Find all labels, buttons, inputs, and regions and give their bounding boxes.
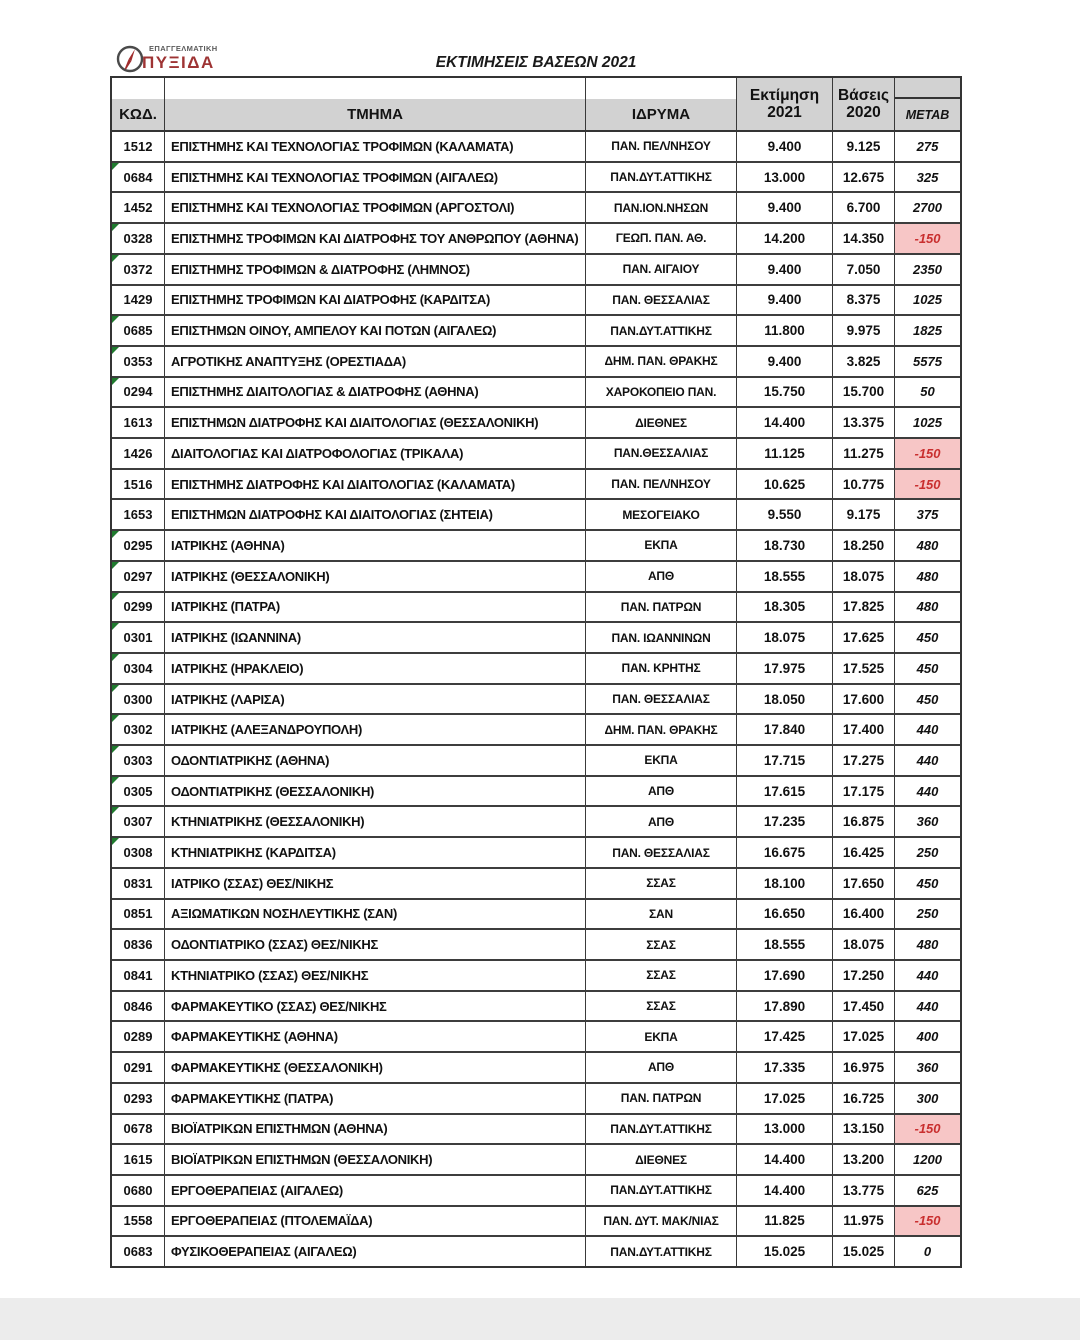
code-cell: 0291: [112, 1053, 165, 1082]
estimate-2021-cell: 10.625: [737, 470, 833, 499]
institution-cell: ΠΑΝ. ΠΕΛ/ΝΗΣΟΥ: [586, 470, 737, 499]
estimates-table: [110, 76, 962, 1268]
code-cell: 0846: [112, 992, 165, 1021]
header-bases-label: Βάσεις: [837, 86, 890, 104]
institution-cell: ΠΑΝ. ΠΑΤΡΩΝ: [586, 593, 737, 622]
estimate-2021-cell: 16.675: [737, 838, 833, 867]
estimate-2021-cell: 18.100: [737, 869, 833, 898]
institution-cell: ΠΑΝ.ΔΥΤ.ΑΤΤΙΚΗΣ: [586, 1237, 737, 1266]
table-row: [112, 163, 960, 194]
bases-2020-cell: 16.400: [833, 900, 895, 929]
table-row: [112, 132, 960, 163]
change-cell: 375: [916, 507, 939, 523]
estimate-2021-cell: 18.730: [737, 531, 833, 560]
institution-cell: ΕΚΠΑ: [586, 531, 737, 560]
department-cell: ΑΓΡΟΤΙΚΗΣ ΑΝΑΠΤΥΞΗΣ (ΟΡΕΣΤΙΑΔΑ): [165, 347, 586, 376]
department-cell: ΙΑΤΡΙΚΗΣ (ΙΩΑΝΝΙΝΑ): [165, 623, 586, 652]
institution-cell: ΕΚΠΑ: [586, 746, 737, 775]
estimate-2021-cell: 18.075: [737, 623, 833, 652]
department-cell: ΚΤΗΝΙΑΤΡΙΚΟ (ΣΣΑΣ) ΘΕΣ/ΝΙΚΗΣ: [165, 961, 586, 990]
estimate-2021-cell: 17.235: [737, 807, 833, 836]
estimate-2021-cell: 9.400: [737, 132, 833, 161]
institution-cell: ΣΑΝ: [586, 900, 737, 929]
change-cell: 1200: [913, 1152, 942, 1168]
department-cell: ΕΠΙΣΤΗΜΗΣ ΚΑΙ ΤΕΧΝΟΛΟΓΙΑΣ ΤΡΟΦΙΜΩΝ (ΚΑΛΑΜΑΤΑ): [165, 132, 586, 161]
code-cell: 0831: [112, 869, 165, 898]
bases-2020-cell: 17.175: [833, 777, 895, 806]
code-cell: 0293: [112, 1084, 165, 1113]
table-row: [112, 746, 960, 777]
department-cell: ΕΠΙΣΤΗΜΗΣ ΚΑΙ ΤΕΧΝΟΛΟΓΙΑΣ ΤΡΟΦΙΜΩΝ (ΑΙΓΑΛΕΩ): [165, 163, 586, 192]
department-cell: ΙΑΤΡΙΚΗΣ (ΘΕΣΣΑΛΟΝΙΚΗ): [165, 562, 586, 591]
table-row: [112, 654, 960, 685]
bases-2020-cell: 18.250: [833, 531, 895, 560]
table-row: [112, 286, 960, 317]
table-row: [112, 408, 960, 439]
code-cell: 0305: [112, 777, 165, 806]
change-cell: 50: [920, 384, 935, 400]
institution-cell: ΔΙΕΘΝΕΣ: [586, 1145, 737, 1174]
table-row: [112, 347, 960, 378]
estimate-2021-cell: 14.400: [737, 1176, 833, 1205]
bases-2020-cell: 17.625: [833, 623, 895, 652]
institution-cell: ΣΣΑΣ: [586, 961, 737, 990]
code-cell: 0294: [112, 378, 165, 407]
change-cell: -150: [895, 470, 960, 499]
institution-cell: ΧΑΡΟΚΟΠΕΙΟ ΠΑΝ.: [586, 378, 737, 407]
header-blank-code: [112, 78, 165, 99]
estimate-2021-cell: 14.200: [737, 224, 833, 253]
table-header: [112, 78, 960, 132]
change-cell: 440: [916, 722, 939, 738]
code-cell: 0303: [112, 746, 165, 775]
bases-2020-cell: 11.275: [833, 439, 895, 468]
estimate-2021-cell: 18.050: [737, 685, 833, 714]
code-cell: 0683: [112, 1237, 165, 1266]
estimate-2021-cell: 18.555: [737, 930, 833, 959]
change-cell: 450: [916, 660, 939, 676]
estimate-2021-cell: 16.650: [737, 900, 833, 929]
estimate-2021-cell: 18.555: [737, 562, 833, 591]
estimate-2021-cell: 17.615: [737, 777, 833, 806]
change-cell: 250: [916, 906, 939, 922]
table-row: [112, 1084, 960, 1115]
header-estimate-2021: [737, 78, 833, 130]
bases-2020-cell: 8.375: [833, 286, 895, 315]
department-cell: ΕΠΙΣΤΗΜΗΣ ΤΡΟΦΙΜΩΝ & ΔΙΑΤΡΟΦΗΣ (ΛΗΜΝΟΣ): [165, 255, 586, 284]
estimate-2021-cell: 17.890: [737, 992, 833, 1021]
bases-2020-cell: 17.525: [833, 654, 895, 683]
institution-cell: ΠΑΝ. ΘΕΣΣΑΛΙΑΣ: [586, 838, 737, 867]
institution-cell: ΔΙΕΘΝΕΣ: [586, 408, 737, 437]
institution-cell: ΠΑΝ. ΙΩΑΝΝΙΝΩΝ: [586, 623, 737, 652]
change-cell: 625: [916, 1182, 939, 1198]
department-cell: ΦΑΡΜΑΚΕΥΤΙΚΗΣ (ΘΕΣΣΑΛΟΝΙΚΗ): [165, 1053, 586, 1082]
code-cell: 0680: [112, 1176, 165, 1205]
change-cell: 440: [916, 752, 939, 768]
estimate-2021-cell: 9.400: [737, 347, 833, 376]
institution-cell: ΠΑΝ.ΔΥΤ.ΑΤΤΙΚΗΣ: [586, 163, 737, 192]
change-cell: 1025: [913, 292, 942, 308]
change-cell: 300: [916, 1090, 939, 1106]
bases-2020-cell: 13.200: [833, 1145, 895, 1174]
bases-2020-cell: 17.600: [833, 685, 895, 714]
code-cell: 0836: [112, 930, 165, 959]
table-row: [112, 1237, 960, 1266]
table-row: [112, 593, 960, 624]
change-cell: 440: [916, 967, 939, 983]
bases-2020-cell: 13.150: [833, 1115, 895, 1144]
change-cell: 440: [916, 998, 939, 1014]
estimate-2021-cell: 9.550: [737, 500, 833, 529]
institution-cell: ΠΑΝ.ΙΟΝ.ΝΗΣΩΝ: [586, 193, 737, 222]
logo-bottom-text: ΠΥΞΙΔΑ: [142, 53, 215, 72]
institution-cell: ΠΑΝ. ΠΕΛ/ΝΗΣΟΥ: [586, 132, 737, 161]
department-cell: ΦΑΡΜΑΚΕΥΤΙΚΟ (ΣΣΑΣ) ΘΕΣ/ΝΙΚΗΣ: [165, 992, 586, 1021]
bases-2020-cell: 9.125: [833, 132, 895, 161]
change-cell: 450: [916, 691, 939, 707]
table-row: [112, 378, 960, 409]
department-cell: ΕΠΙΣΤΗΜΗΣ ΔΙΑΙΤΟΛΟΓΙΑΣ & ΔΙΑΤΡΟΦΗΣ (ΑΘΗΝΑ): [165, 378, 586, 407]
department-cell: ΦΑΡΜΑΚΕΥΤΙΚΗΣ (ΑΘΗΝΑ): [165, 1022, 586, 1051]
bases-2020-cell: 3.825: [833, 347, 895, 376]
header-code-label: ΚΩΔ.: [119, 106, 157, 123]
institution-cell: ΣΣΑΣ: [586, 992, 737, 1021]
header-code: [112, 99, 165, 130]
header-institution-label: ΙΔΡΥΜΑ: [631, 106, 691, 123]
bases-2020-cell: 15.700: [833, 378, 895, 407]
estimate-2021-cell: 17.840: [737, 715, 833, 744]
department-cell: ΙΑΤΡΙΚΗΣ (ΗΡΑΚΛΕΙΟ): [165, 654, 586, 683]
table-row: [112, 562, 960, 593]
header-estimate-year: 2021: [767, 104, 802, 121]
department-cell: ΕΠΙΣΤΗΜΩΝ ΔΙΑΤΡΟΦΗΣ ΚΑΙ ΔΙΑΙΤΟΛΟΓΙΑΣ (ΘΕΣΣΑΛΟΝΙΚΗ): [165, 408, 586, 437]
department-cell: ΚΤΗΝΙΑΤΡΙΚΗΣ (ΘΕΣΣΑΛΟΝΙΚΗ): [165, 807, 586, 836]
table-row: [112, 531, 960, 562]
table-row: [112, 685, 960, 716]
department-cell: ΕΠΙΣΤΗΜΗΣ ΔΙΑΤΡΟΦΗΣ ΚΑΙ ΔΙΑΙΤΟΛΟΓΙΑΣ (ΚΑΛΑΜΑΤΑ): [165, 470, 586, 499]
bases-2020-cell: 15.025: [833, 1237, 895, 1266]
estimate-2021-cell: 17.690: [737, 961, 833, 990]
institution-cell: ΠΑΝ.ΔΥΤ.ΑΤΤΙΚΗΣ: [586, 316, 737, 345]
bases-2020-cell: 16.975: [833, 1053, 895, 1082]
department-cell: ΟΔΟΝΤΙΑΤΡΙΚΗΣ (ΑΘΗΝΑ): [165, 746, 586, 775]
change-cell: -150: [895, 224, 960, 253]
table-row: [112, 1176, 960, 1207]
department-cell: ΒΙΟΪΑΤΡΙΚΩΝ ΕΠΙΣΤΗΜΩΝ (ΑΘΗΝΑ): [165, 1115, 586, 1144]
department-cell: ΕΡΓΟΘΕΡΑΠΕΙΑΣ (ΑΙΓΑΛΕΩ): [165, 1176, 586, 1205]
table-row: [112, 255, 960, 286]
department-cell: ΙΑΤΡΙΚΗΣ (ΑΘΗΝΑ): [165, 531, 586, 560]
bases-2020-cell: 11.975: [833, 1207, 895, 1236]
table-row: [112, 715, 960, 746]
table-row: [112, 869, 960, 900]
code-cell: 0300: [112, 685, 165, 714]
change-cell: 0: [923, 1244, 932, 1260]
change-cell: 2700: [913, 200, 942, 216]
change-cell: 360: [916, 1059, 939, 1075]
table-row: [112, 838, 960, 869]
code-cell: 1516: [112, 470, 165, 499]
change-cell: 275: [916, 138, 939, 154]
change-cell: 480: [916, 537, 939, 553]
estimate-2021-cell: 14.400: [737, 1145, 833, 1174]
change-cell: 450: [916, 875, 939, 891]
code-cell: 1615: [112, 1145, 165, 1174]
institution-cell: ΠΑΝ. ΠΑΤΡΩΝ: [586, 1084, 737, 1113]
change-cell: 400: [916, 1029, 939, 1045]
code-cell: 0295: [112, 531, 165, 560]
department-cell: ΟΔΟΝΤΙΑΤΡΙΚΗΣ (ΘΕΣΣΑΛΟΝΙΚΗ): [165, 777, 586, 806]
estimate-2021-cell: 9.400: [737, 193, 833, 222]
table-row: [112, 623, 960, 654]
institution-cell: ΔΗΜ. ΠΑΝ. ΘΡΑΚΗΣ: [586, 715, 737, 744]
header-blank-department: [165, 78, 586, 99]
estimate-2021-cell: 15.750: [737, 378, 833, 407]
header-change: [895, 99, 960, 130]
estimate-2021-cell: 17.425: [737, 1022, 833, 1051]
header-bases-year: 2020: [846, 104, 881, 121]
estimate-2021-cell: 11.125: [737, 439, 833, 468]
code-cell: 0841: [112, 961, 165, 990]
change-cell: 360: [916, 814, 939, 830]
bases-2020-cell: 17.825: [833, 593, 895, 622]
table-row: [112, 500, 960, 531]
bases-2020-cell: 16.725: [833, 1084, 895, 1113]
code-cell: 1429: [112, 286, 165, 315]
bases-2020-cell: 9.975: [833, 316, 895, 345]
bases-2020-cell: 17.275: [833, 746, 895, 775]
bases-2020-cell: 17.025: [833, 1022, 895, 1051]
institution-cell: ΑΠΘ: [586, 1053, 737, 1082]
header-department: [165, 99, 586, 130]
estimate-2021-cell: 15.025: [737, 1237, 833, 1266]
department-cell: ΕΠΙΣΤΗΜΩΝ ΔΙΑΤΡΟΦΗΣ ΚΑΙ ΔΙΑΙΤΟΛΟΓΙΑΣ (ΣΗΤΕΙΑ): [165, 500, 586, 529]
bases-2020-cell: 9.175: [833, 500, 895, 529]
bases-2020-cell: 14.350: [833, 224, 895, 253]
change-cell: 325: [916, 169, 939, 185]
estimate-2021-cell: 9.400: [737, 286, 833, 315]
table-row: [112, 470, 960, 501]
header-institution: [586, 99, 737, 130]
change-cell: -150: [895, 1207, 960, 1236]
bases-2020-cell: 18.075: [833, 930, 895, 959]
institution-cell: ΠΑΝ.ΔΥΤ.ΑΤΤΙΚΗΣ: [586, 1115, 737, 1144]
department-cell: ΙΑΤΡΙΚΟ (ΣΣΑΣ) ΘΕΣ/ΝΙΚΗΣ: [165, 869, 586, 898]
bases-2020-cell: 12.675: [833, 163, 895, 192]
bases-2020-cell: 17.400: [833, 715, 895, 744]
logo-top-text: ΕΠΑΓΓΕΛΜΑΤΙΚΗ: [149, 44, 218, 53]
estimate-2021-cell: 11.825: [737, 1207, 833, 1236]
code-cell: 1512: [112, 132, 165, 161]
institution-cell: ΑΠΘ: [586, 562, 737, 591]
bases-2020-cell: 17.650: [833, 869, 895, 898]
code-cell: 0289: [112, 1022, 165, 1051]
table-row: [112, 439, 960, 470]
header-change-label: ΜΕΤΑΒ: [905, 107, 950, 122]
estimate-2021-cell: 9.400: [737, 255, 833, 284]
code-cell: 0307: [112, 807, 165, 836]
department-cell: ΙΑΤΡΙΚΗΣ (ΛΑΡΙΣΑ): [165, 685, 586, 714]
code-cell: 0308: [112, 838, 165, 867]
estimate-2021-cell: 13.000: [737, 1115, 833, 1144]
table-row: [112, 992, 960, 1023]
estimate-2021-cell: 17.975: [737, 654, 833, 683]
table-row: [112, 1053, 960, 1084]
code-cell: 0678: [112, 1115, 165, 1144]
table-row: [112, 1022, 960, 1053]
code-cell: 0372: [112, 255, 165, 284]
bases-2020-cell: 6.700: [833, 193, 895, 222]
table-row: [112, 961, 960, 992]
code-cell: 1558: [112, 1207, 165, 1236]
estimate-2021-cell: 11.800: [737, 316, 833, 345]
institution-cell: ΠΑΝ. ΑΙΓΑΙΟΥ: [586, 255, 737, 284]
department-cell: ΦΑΡΜΑΚΕΥΤΙΚΗΣ (ΠΑΤΡΑ): [165, 1084, 586, 1113]
department-cell: ΙΑΤΡΙΚΗΣ (ΑΛΕΞΑΝΔΡΟΥΠΟΛΗ): [165, 715, 586, 744]
header-bases-2020: [833, 78, 895, 130]
change-cell: -150: [895, 439, 960, 468]
table-row: [112, 930, 960, 961]
table-row: [112, 193, 960, 224]
table-row: [112, 777, 960, 808]
institution-cell: ΠΑΝ.ΘΕΣΣΑΛΙΑΣ: [586, 439, 737, 468]
code-cell: 0851: [112, 900, 165, 929]
code-cell: 0299: [112, 593, 165, 622]
bases-2020-cell: 13.775: [833, 1176, 895, 1205]
estimate-2021-cell: 14.400: [737, 408, 833, 437]
institution-cell: ΜΕΣΟΓΕΙΑΚΟ: [586, 500, 737, 529]
table-row: [112, 900, 960, 931]
table-row: [112, 1207, 960, 1238]
table-row: [112, 1115, 960, 1146]
institution-cell: ΠΑΝ.ΔΥΤ.ΑΤΤΙΚΗΣ: [586, 1176, 737, 1205]
table-row: [112, 807, 960, 838]
change-cell: 1025: [913, 415, 942, 431]
change-cell: 480: [916, 599, 939, 615]
bases-2020-cell: 7.050: [833, 255, 895, 284]
bases-2020-cell: 18.075: [833, 562, 895, 591]
bases-2020-cell: 17.250: [833, 961, 895, 990]
code-cell: 0684: [112, 163, 165, 192]
change-cell: 450: [916, 630, 939, 646]
department-cell: ΟΔΟΝΤΙΑΤΡΙΚΟ (ΣΣΑΣ) ΘΕΣ/ΝΙΚΗΣ: [165, 930, 586, 959]
estimate-2021-cell: 17.025: [737, 1084, 833, 1113]
table-row: [112, 316, 960, 347]
change-cell: 480: [916, 568, 939, 584]
change-cell: 2350: [913, 261, 942, 277]
department-cell: ΒΙΟΪΑΤΡΙΚΩΝ ΕΠΙΣΤΗΜΩΝ (ΘΕΣΣΑΛΟΝΙΚΗ): [165, 1145, 586, 1174]
department-cell: ΕΠΙΣΤΗΜΗΣ ΤΡΟΦΙΜΩΝ ΚΑΙ ΔΙΑΤΡΟΦΗΣ (ΚΑΡΔΙΤΣΑ): [165, 286, 586, 315]
institution-cell: ΠΑΝ. ΚΡΗΤΗΣ: [586, 654, 737, 683]
header-blank-institution: [586, 78, 737, 99]
department-cell: ΙΑΤΡΙΚΗΣ (ΠΑΤΡΑ): [165, 593, 586, 622]
bases-2020-cell: 13.375: [833, 408, 895, 437]
code-cell: 0297: [112, 562, 165, 591]
code-cell: 0301: [112, 623, 165, 652]
change-cell: 5575: [913, 353, 942, 369]
department-cell: ΕΠΙΣΤΗΜΗΣ ΤΡΟΦΙΜΩΝ ΚΑΙ ΔΙΑΤΡΟΦΗΣ ΤΟΥ ΑΝΘΡΩΠΟΥ (ΑΘΗΝΑ): [165, 224, 586, 253]
institution-cell: ΠΑΝ. ΘΕΣΣΑΛΙΑΣ: [586, 685, 737, 714]
department-cell: ΔΙΑΙΤΟΛΟΓΙΑΣ ΚΑΙ ΔΙΑΤΡΟΦΟΛΟΓΙΑΣ (ΤΡΙΚΑΛΑ): [165, 439, 586, 468]
institution-cell: ΕΚΠΑ: [586, 1022, 737, 1051]
code-cell: 0302: [112, 715, 165, 744]
estimate-2021-cell: 18.305: [737, 593, 833, 622]
code-cell: 1613: [112, 408, 165, 437]
institution-cell: ΔΗΜ. ΠΑΝ. ΘΡΑΚΗΣ: [586, 347, 737, 376]
code-cell: 0353: [112, 347, 165, 376]
bases-2020-cell: 16.875: [833, 807, 895, 836]
page-title: ΕΚΤΙΜΗΣΕΙΣ ΒΑΣΕΩΝ 2021: [435, 54, 637, 71]
institution-cell: ΣΣΑΣ: [586, 869, 737, 898]
change-cell: 1825: [913, 323, 942, 339]
code-cell: 1426: [112, 439, 165, 468]
page-bottom-edge: [0, 1298, 1080, 1340]
table-body: [112, 132, 960, 1266]
department-cell: ΕΠΙΣΤΗΜΩΝ ΟΙΝΟΥ, ΑΜΠΕΛΟΥ ΚΑΙ ΠΟΤΩΝ (ΑΙΓΑΛΕΩ): [165, 316, 586, 345]
institution-cell: ΠΑΝ. ΘΕΣΣΑΛΙΑΣ: [586, 286, 737, 315]
code-cell: 1653: [112, 500, 165, 529]
change-cell: 440: [916, 783, 939, 799]
header-estimate-label: Εκτίμηση: [749, 86, 820, 104]
estimate-2021-cell: 17.715: [737, 746, 833, 775]
bases-2020-cell: 10.775: [833, 470, 895, 499]
department-cell: ΑΞΙΩΜΑΤΙΚΩΝ ΝΟΣΗΛΕΥΤΙΚΗΣ (ΣΑΝ): [165, 900, 586, 929]
department-cell: ΕΠΙΣΤΗΜΗΣ ΚΑΙ ΤΕΧΝΟΛΟΓΙΑΣ ΤΡΟΦΙΜΩΝ (ΑΡΓΟΣΤΟΛΙ): [165, 193, 586, 222]
institution-cell: ΓΕΩΠ. ΠΑΝ. ΑΘ.: [586, 224, 737, 253]
institution-cell: ΣΣΑΣ: [586, 930, 737, 959]
bases-2020-cell: 17.450: [833, 992, 895, 1021]
institution-cell: ΠΑΝ. ΔΥΤ. ΜΑΚ/ΝΙΑΣ: [586, 1207, 737, 1236]
code-cell: 0328: [112, 224, 165, 253]
table-row: [112, 224, 960, 255]
code-cell: 1452: [112, 193, 165, 222]
estimate-2021-cell: 17.335: [737, 1053, 833, 1082]
header-department-label: ΤΜΗΜΑ: [347, 106, 403, 123]
code-cell: 0304: [112, 654, 165, 683]
institution-cell: ΑΠΘ: [586, 807, 737, 836]
bases-2020-cell: 16.425: [833, 838, 895, 867]
header-metab-filler: [895, 78, 960, 99]
table-row: [112, 1145, 960, 1176]
change-cell: 480: [916, 937, 939, 953]
department-cell: ΦΥΣΙΚΟΘΕΡΑΠΕΙΑΣ (ΑΙΓΑΛΕΩ): [165, 1237, 586, 1266]
change-cell: 250: [916, 845, 939, 861]
institution-cell: ΑΠΘ: [586, 777, 737, 806]
department-cell: ΕΡΓΟΘΕΡΑΠΕΙΑΣ (ΠΤΟΛΕΜΑΪΔΑ): [165, 1207, 586, 1236]
estimate-2021-cell: 13.000: [737, 163, 833, 192]
department-cell: ΚΤΗΝΙΑΤΡΙΚΗΣ (ΚΑΡΔΙΤΣΑ): [165, 838, 586, 867]
code-cell: 0685: [112, 316, 165, 345]
change-cell: -150: [895, 1115, 960, 1144]
